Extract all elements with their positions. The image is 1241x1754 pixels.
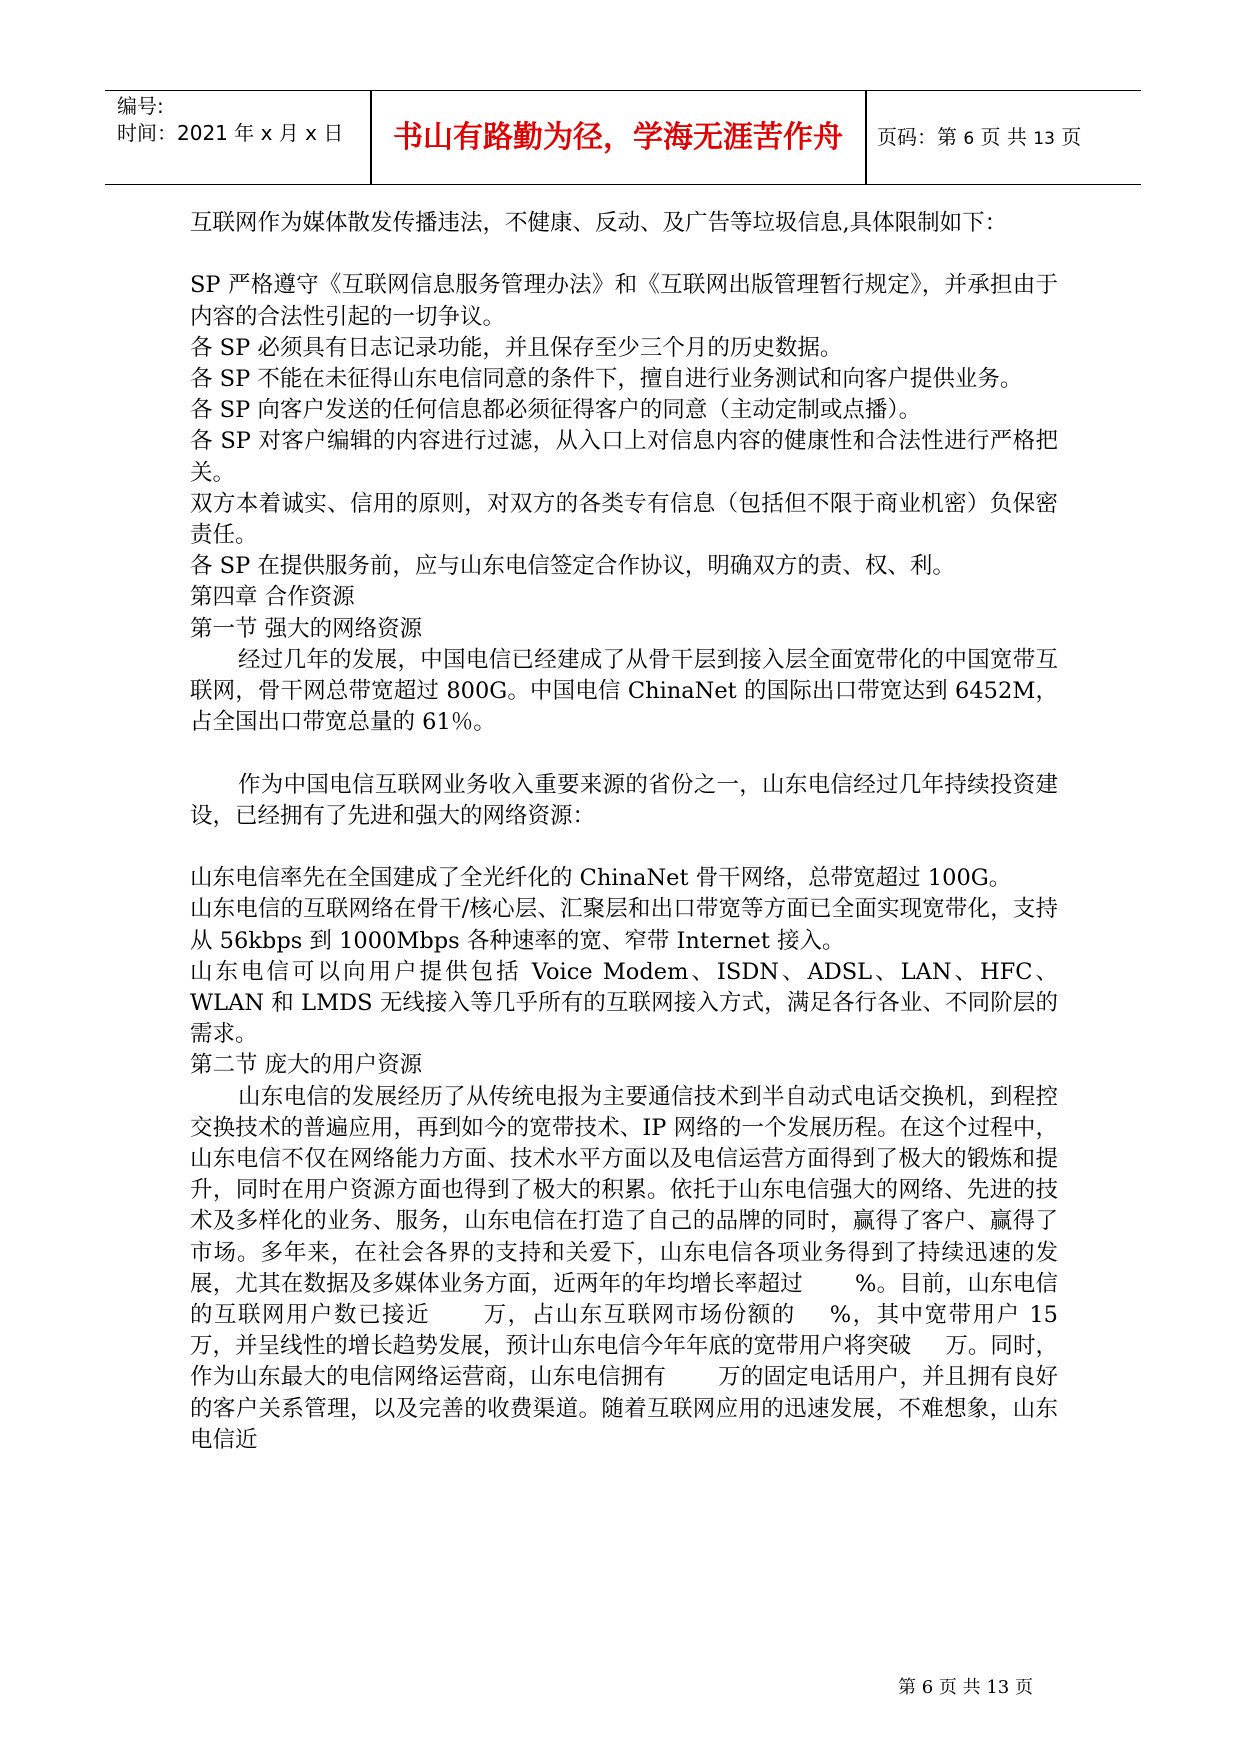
paragraph-segment: %。目前，山东电信的互联网用户数已接近 — [190, 1270, 1058, 1329]
paragraph-segment: %，其中宽带用户 15 万，并呈线性的增长趋势发展，预计山东电信今年年底的宽带用户将突破 — [190, 1302, 1058, 1360]
paragraph: SP 严格遵守《互联网信息服务管理办法》和《互联网出版管理暂行规定》，并承担由于内容的合法性引起的一切争议。 — [190, 272, 1058, 330]
blank-line — [190, 738, 1058, 769]
paragraph: 各 SP 向客户发送的任何信息都必须征得客户的同意（主动定制或点播）。 — [190, 397, 922, 424]
page-suffix: 页 — [1054, 125, 1082, 149]
paragraph: 互联网作为媒体散发传播违法，不健康、反动、及广告等垃圾信息,具体限制如下： — [190, 210, 1008, 236]
header-page-info — [877, 91, 1139, 184]
page-prefix: 页码：第 — [877, 125, 964, 149]
page-total-number: 13 — [1033, 129, 1055, 149]
paragraph: 各 SP 不能在未征得山东电信同意的条件下，擅自进行业务测试和向客户提供业务。 — [190, 366, 1023, 392]
page-header — [105, 90, 1141, 185]
page-current-number: 6 — [963, 129, 975, 149]
paragraph: 各 SP 对客户编辑的内容进行过滤，从入口上对信息内容的健康性和合法性进行严格把关。 — [190, 428, 1058, 486]
page-footer: 第 6 页 共 13 页 — [898, 1677, 1033, 1698]
paragraph-segment: 山东电信的发展经历了从传统电报为主要通信技术到半自动式电话交换机，到程控交换技术的普遍应用，再到如今的宽带技术、IP 网络的一个发展历程。在这个过程中，山东电信不仅在网络能力方面、技术水平方面以及电信运营方面得到了极大的锻炼和提升，同时在用户资源方面也得到了极大的积累。依托于山东电信强大的网络、先进的技术及多样化的业务、服务，山东电信在打造了自己的品牌的同时，赢得了客户、赢得了市场。多年来，在社会各界的支持和关爱下，山东电信各项业务得到了持续迅速的发展，尤其在数据及多媒体业务方面，近两年的年均增长率超过 — [190, 1083, 1058, 1297]
chapter-heading: 第四章 合作资源 — [190, 584, 355, 611]
page-middle: 页 共 — [974, 125, 1034, 149]
paragraph: 双方本着诚实、信用的原则，对双方的各类专有信息（包括但不限于商业机密）负保密责任。 — [190, 490, 1058, 549]
blank-line — [190, 832, 1058, 863]
paragraph: 作为中国电信互联网业务收入重要来源的省份之一，山东电信经过几年持续投资建设，已经拥有了先进和强大的网络资源： — [190, 771, 1058, 829]
paragraph — [190, 1082, 1058, 1456]
paragraph: 山东电信的互联网络在骨干/核心层、汇聚层和出口带宽等方面已全面实现宽带化，支持从 56kbps 到 1000Mbps 各种速率的宽、窄带 Internet 接入。 — [190, 896, 1058, 954]
section-heading: 第一节 强大的网络资源 — [190, 615, 423, 642]
paragraph-segment: 万，占山东互联网市场份额的 — [482, 1302, 796, 1329]
section-heading: 第二节 庞大的用户资源 — [190, 1052, 423, 1079]
paragraph: 各 SP 在提供服务前，应与山东电信签定合作协议，明确双方的责、权、利。 — [190, 553, 955, 580]
header-info-cell — [117, 91, 367, 184]
paragraph: 各 SP 必须具有日志记录功能，并且保存至少三个月的历史数据。 — [190, 334, 843, 361]
paragraph: 经过几年的发展，中国电信已经建成了从骨干层到接入层全面宽带化的中国宽带互联网，骨干网总带宽超过 800G。中国电信 ChinaNet 的国际出口带宽达到 6452M，占全国出口带宽总量的 61％。 — [190, 646, 1058, 736]
paragraph-segment: 万。同时，作为山东最大的电信网络运营商，山东电信拥有 — [190, 1333, 1058, 1391]
header-divider — [865, 91, 867, 184]
document-time-label: 时间：2021 年 x 月 x 日 — [117, 121, 344, 145]
paragraph: 山东电信率先在全国建成了全光纤化的 ChinaNet 骨干网络，总带宽超过 100G。 — [190, 865, 1012, 892]
header-motto: 书山有路勤为径，学海无涯苦作舟 — [393, 120, 843, 155]
document-number-label: 编号: — [117, 94, 164, 118]
paragraph-segment: 万的固定电话用户，并且拥有良好的客户关系管理，以及完善的收费渠道。随着互联网应用的迅速发展，不难想象，山东电信近 — [190, 1364, 1058, 1453]
document-body — [190, 208, 1058, 1456]
blank-line — [190, 239, 1058, 270]
paragraph: 山东电信可以向用户提供包括 Voice Modem、ISDN、ADSL、LAN、HFC、WLAN 和 LMDS 无线接入等几乎所有的互联网接入方式，满足各行各业、不同阶层的需求。 — [190, 958, 1058, 1048]
